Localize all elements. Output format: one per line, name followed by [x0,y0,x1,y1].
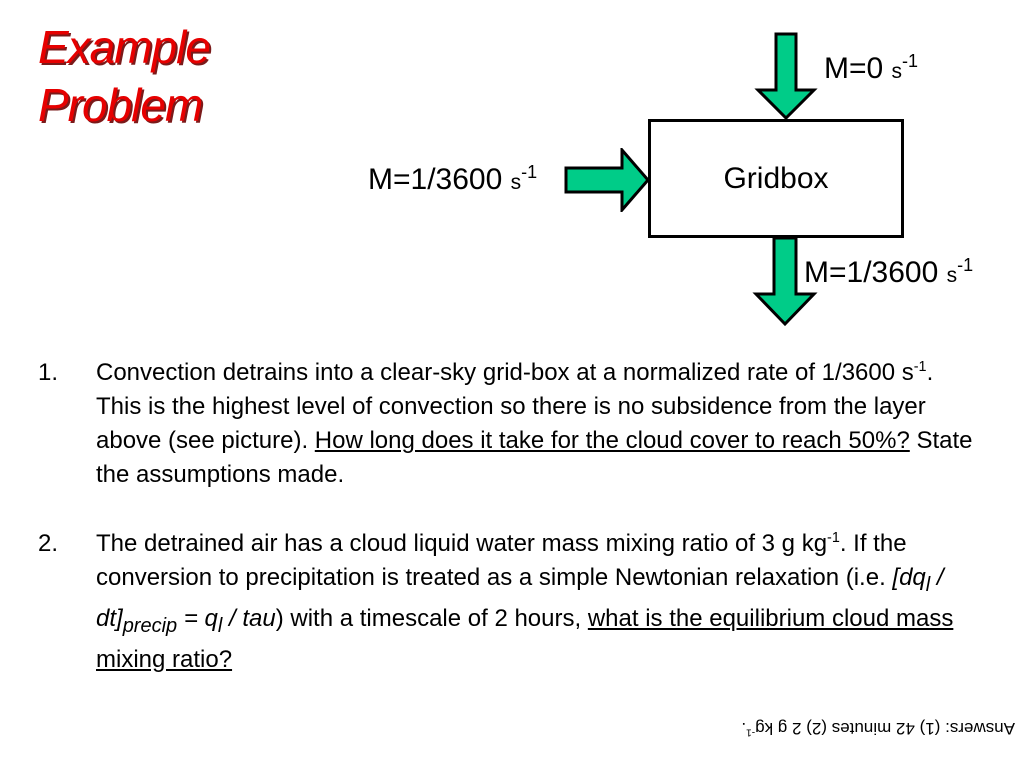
item-question: what is the equilibrium cloud mass mixing ratio? [96,604,954,673]
left-flow-label [368,163,537,197]
item-text: ) with a timescale of 2 hours, [275,604,588,632]
left-flow-exponent: -1 [521,162,538,182]
item-exponent: -1 [827,530,840,546]
problem-item-1 [38,356,973,492]
equation-part: / tau [222,604,276,632]
problem-item-2 [38,527,973,677]
answers-text: Answers: (1) 42 minutes (2) 2 g kg [755,719,1015,738]
item-number: 1. [38,359,59,386]
left-inflow-arrow [564,148,650,212]
bottom-flow-label [804,256,973,290]
top-flow-unit: s [891,60,903,83]
equation-part: = q [177,604,218,632]
left-flow-value: M=1/3600 [368,163,503,196]
top-flow-exponent: -1 [902,51,919,71]
title-line-1: Example [38,21,210,73]
equation-subscript: precip [122,614,178,637]
item-question: How long does it take for the cloud cover to reach 50%? [314,427,910,454]
bottom-flow-value: M=1/3600 [804,256,939,289]
gridbox [648,119,904,238]
top-flow-label [824,52,918,86]
item-text: . If the conversion to precipitation is treated as a simple Newtonian relaxation (i.e. [96,530,907,591]
problem-list [38,356,973,712]
item-text: . This is the highest level of convection so there is no subsidence from the layer above (see picture). [96,359,934,454]
title-line-2: Problem [38,79,203,131]
answers-upside-down [560,718,1015,738]
item-text: State the assumptions made. [96,427,973,488]
equation-part: [dq [892,564,926,591]
item-text: The detrained air has a cloud liquid water mass mixing ratio of 3 g kg [96,530,828,557]
gridbox-label: Gridbox [723,161,829,195]
slide-title [38,18,210,134]
top-inflow-arrow [754,32,818,120]
bottom-flow-unit: s [946,264,958,287]
answers-suffix: . [741,719,747,738]
item-text: Convection detrains into a clear-sky grid-box at a normalized rate of 1/3600 s [96,359,914,386]
equation-subscript: l [217,614,223,637]
answers-exponent: -1 [746,726,756,738]
item-number: 2. [38,530,59,557]
left-flow-unit: s [510,171,522,194]
bottom-flow-exponent: -1 [957,255,974,275]
item-exponent: -1 [913,359,927,375]
equation-subscript: l [925,573,931,596]
equation-part: / dt] [96,564,944,632]
top-flow-value: M=0 [824,52,884,85]
